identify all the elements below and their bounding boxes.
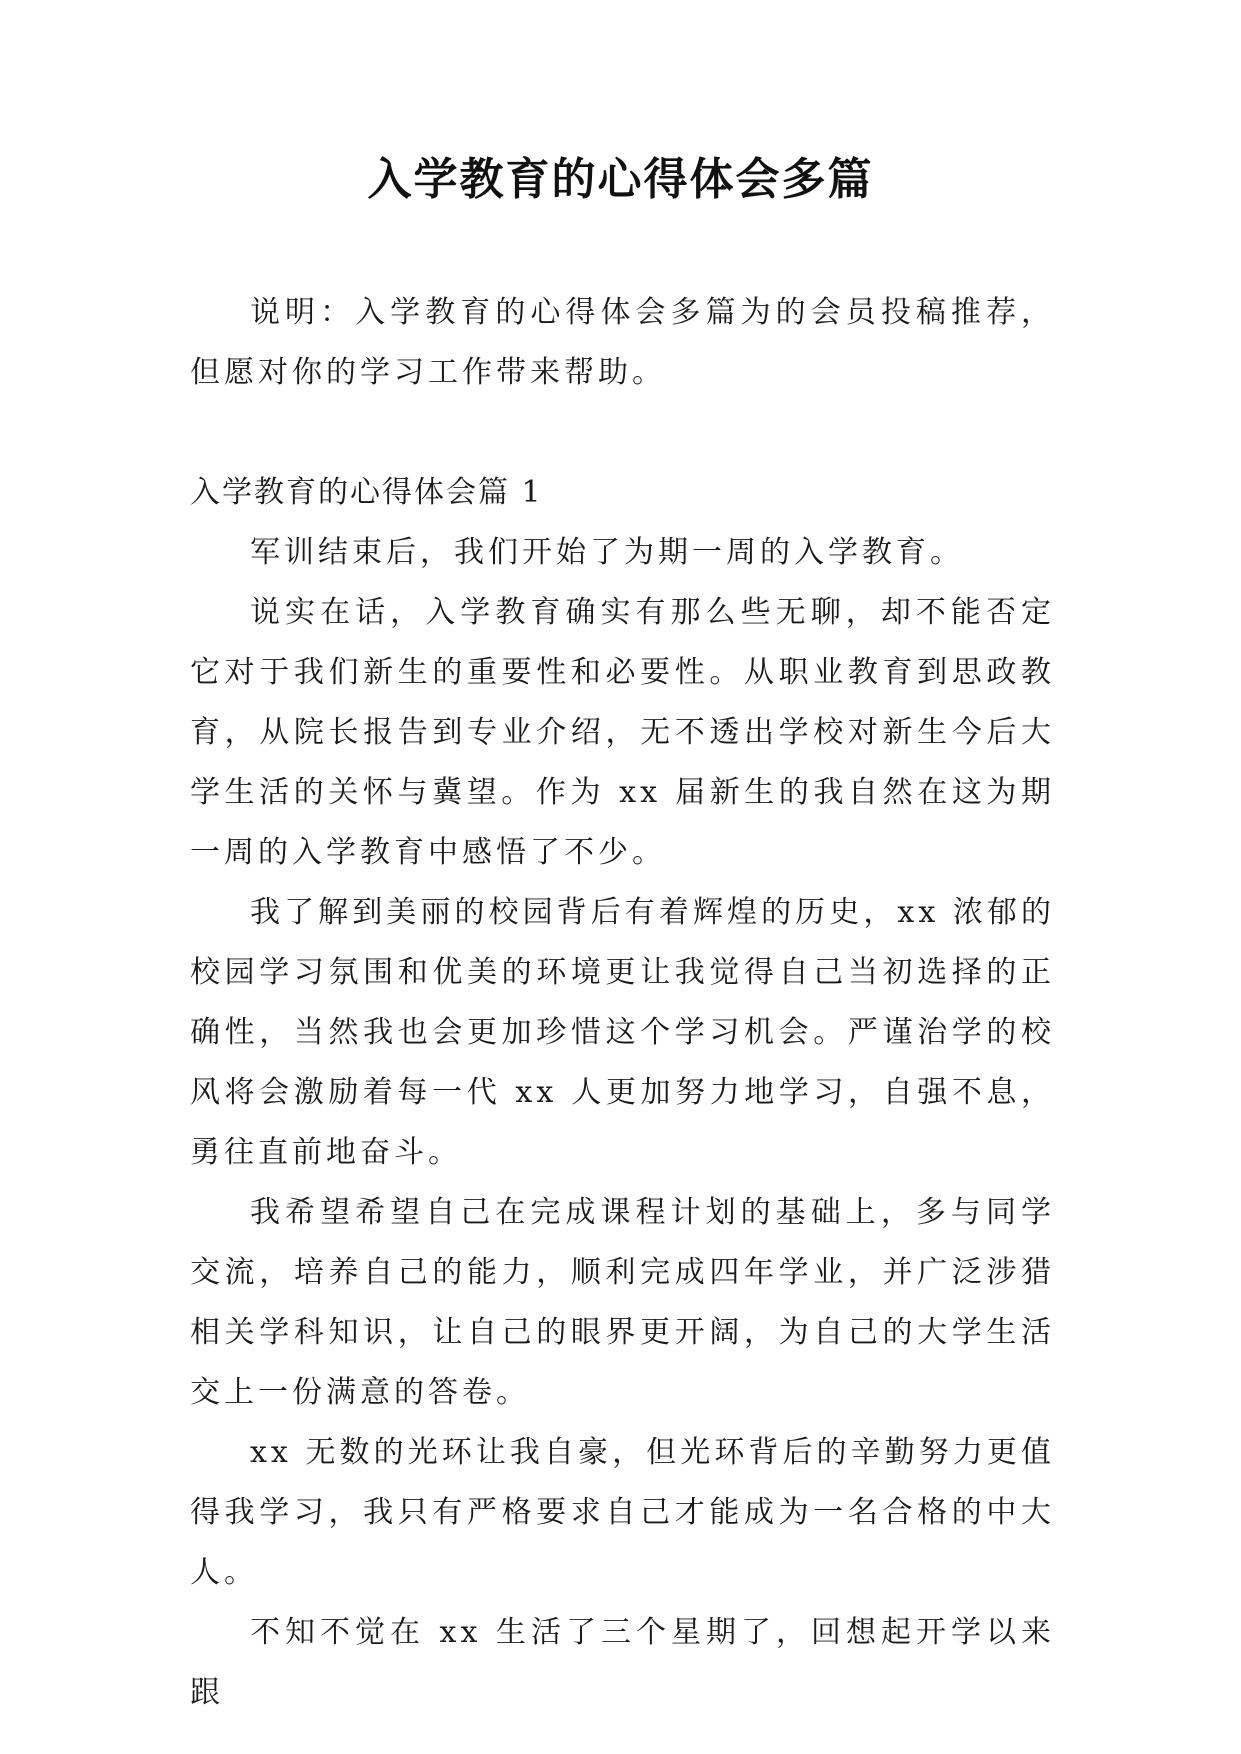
paragraph-3: 我了解到美丽的校园背后有着辉煌的历史，xx 浓郁的校园学习氛围和优美的环境更让我觉得自己当初选择的正确性，当然我也会更加珍惜这个学习机会。严谨治学的校风将会激励着每一代 xx 人更加努力地学习，自强不息，勇往直前地奋斗。 [190, 895, 1055, 1170]
section-heading: 入学教育的心得体会篇 1 [190, 475, 543, 510]
paragraph-5: xx 无数的光环让我自豪，但光环背后的辛勤努力更值得我学习，我只有严格要求自己才能成为一名合格的中大人。 [190, 1435, 1055, 1590]
paragraph-1: 军训结束后，我们开始了为期一周的入学教育。 [250, 535, 964, 570]
intro-paragraph: 说明：入学教育的心得体会多篇为的会员投稿推荐，但愿对你的学习工作带来帮助。 [190, 295, 1055, 390]
section-1 [190, 463, 1055, 1723]
document-title: 入学教育的心得体会多篇 [367, 154, 874, 205]
paragraph-2: 说实在话，入学教育确实有那么些无聊，却不能否定它对于我们新生的重要性和必要性。从职业教育到思政教育，从院长报告到专业介绍，无不透出学校对新生今后大学生活的关怀与冀望。作为 xx 届新生的我自然在这为期一周的入学教育中感悟了不少。 [190, 595, 1055, 870]
paragraph-6: 不知不觉在 xx 生活了三个星期了，回想起开学以来跟 [190, 1615, 1055, 1710]
paragraph-4: 我希望希望自己在完成课程计划的基础上，多与同学交流，培养自己的能力，顺利完成四年学业，并广泛涉猎相关学科知识，让自己的眼界更开阔，为自己的大学生活交上一份满意的答卷。 [190, 1195, 1055, 1410]
intro-block [190, 283, 1055, 403]
